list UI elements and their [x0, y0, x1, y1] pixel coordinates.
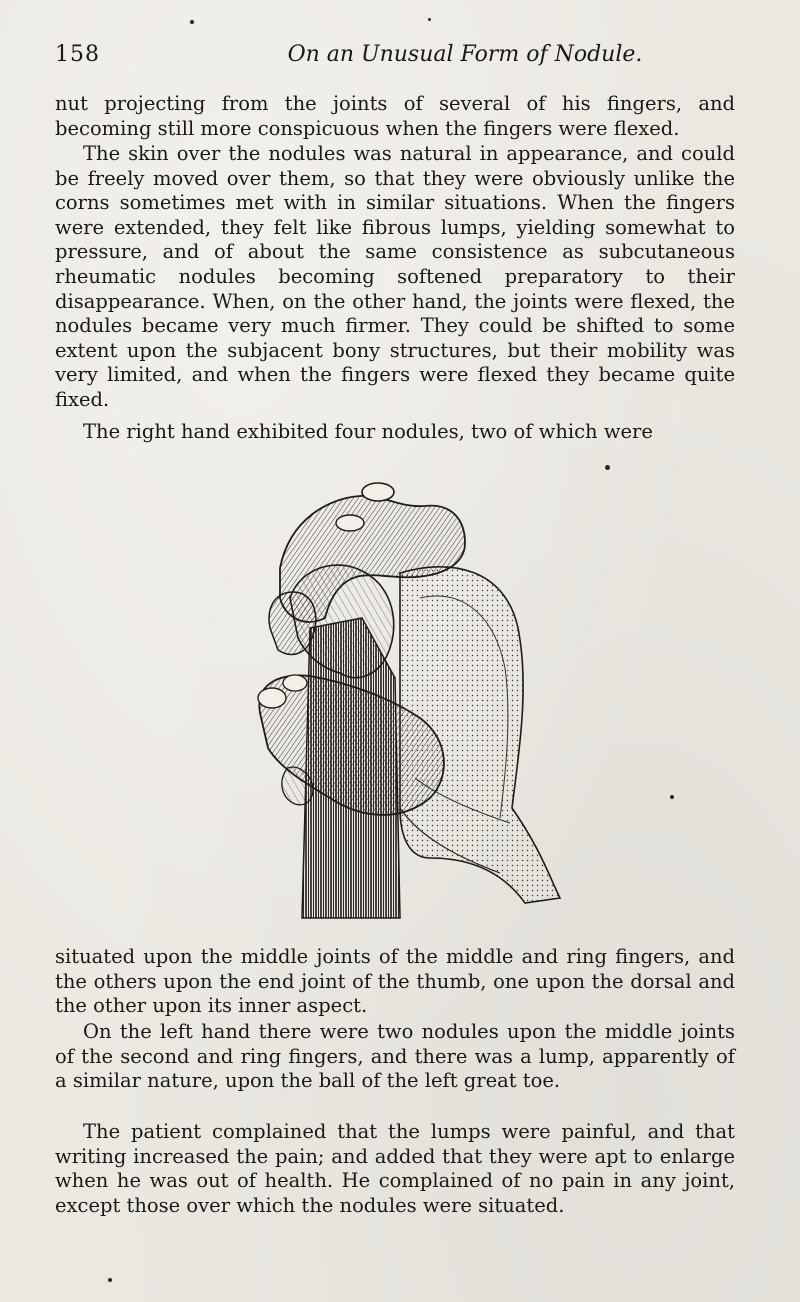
ink-speck [605, 465, 610, 470]
ink-speck [428, 18, 431, 21]
running-title: On an Unusual Form of Nodule. [287, 42, 643, 67]
paragraph-left-hand: On the left hand there were two nodules upon the middle joints of the second and ring fingers, and there was a lump, apparently of a similar nature, upon the ball of the left great toe. [55, 1020, 735, 1093]
hand-figure [250, 478, 570, 923]
paragraph-continuation: nut projecting from the joints of several of his fingers, and becoming still more conspicuous when the fingers were flexed. [55, 92, 735, 140]
running-head [55, 42, 745, 74]
ink-speck [190, 20, 194, 24]
paragraph-patient-complaint: The patient complained that the lumps were painful, and that writing increased the pain; and added that they were apt to enlarge when he was out of health. He complained of no pain in any joint, except those over which the nodules were situated. [55, 1120, 735, 1217]
paragraph-skin-description: The skin over the nodules was natural in appearance, and could be freely moved over them, so that they were obviously unlike the corns sometimes met with in similar situations. When the fingers were extended, they felt like fibrous lumps, yielding somewhat to pressure, and of about the same consistence as subcutaneous rheumatic nodules becoming softened preparatory to their disappearance. When, on the other hand, the joints were flexed, the nodules became very much firmer. They could be shifted to some extent upon the subjacent bony structures, but their mobility was very limited, and when the fingers were flexed they became quite fixed. [55, 142, 735, 411]
ink-speck [108, 1278, 112, 1282]
paragraph-right-hand-start: The right hand exhibited four nodules, two of which were [83, 420, 653, 443]
paragraph-right-hand-continued: situated upon the middle joints of the middle and ring fingers, and the others upon the end joint of the thumb, one upon the dorsal and the other upon its inner aspect. [55, 945, 735, 1018]
ink-speck [670, 795, 674, 799]
engraved-hand-illustration-icon [250, 478, 570, 923]
page-number: 158 [55, 42, 100, 67]
